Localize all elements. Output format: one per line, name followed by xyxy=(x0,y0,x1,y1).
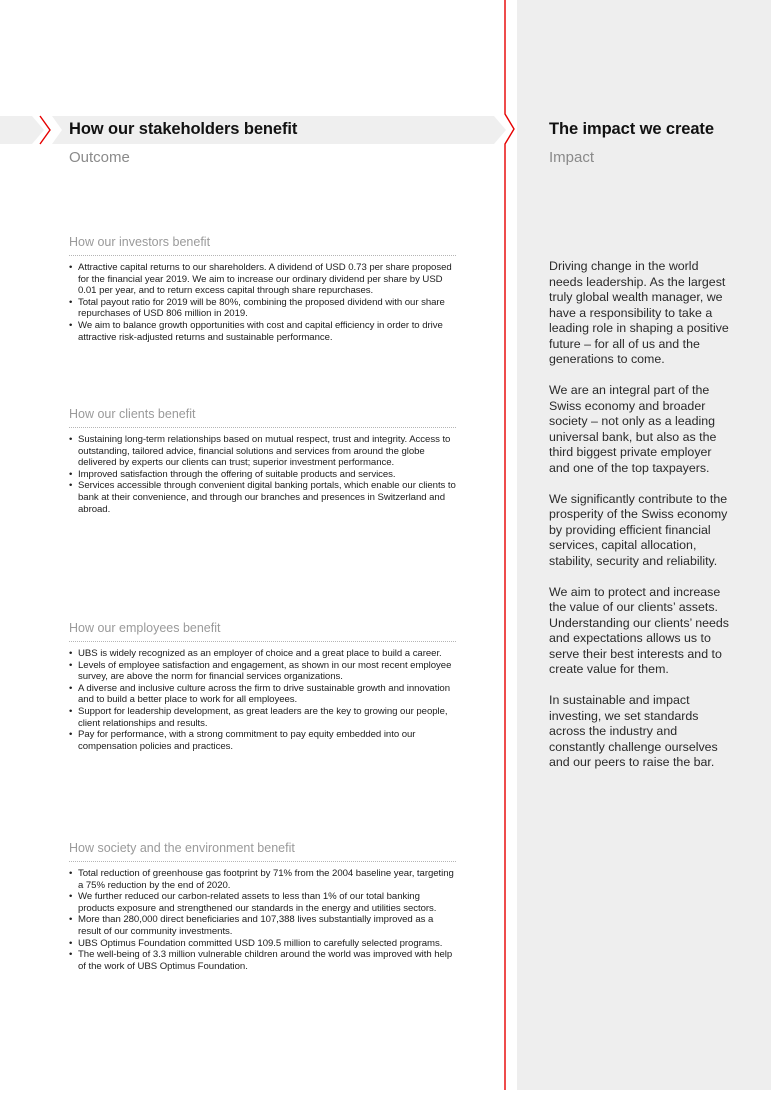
list-item xyxy=(69,434,456,469)
list-item xyxy=(69,297,456,320)
section-heading: How our employees benefit xyxy=(69,621,456,642)
list-item xyxy=(69,320,456,343)
bullet-icon: • xyxy=(69,937,73,949)
bullet-icon: • xyxy=(69,319,73,331)
section-employees xyxy=(69,621,456,752)
section-society-environment xyxy=(69,841,456,972)
chevron-right-icon xyxy=(36,114,54,146)
bullet-list xyxy=(69,434,456,515)
section-heading: How society and the environment benefit xyxy=(69,841,456,862)
list-item-text: We aim to balance growth opportunities with cost and capital efficiency in order to drive attractive risk-adjusted returns and sustainable performance. xyxy=(78,319,443,343)
list-item xyxy=(69,469,456,481)
list-item xyxy=(69,706,456,729)
list-item-text: Pay for performance, with a strong commitment to pay equity embedded into our compensation policies and practices. xyxy=(78,729,416,752)
bullet-icon: • xyxy=(69,648,73,659)
bullet-icon: • xyxy=(69,729,73,741)
left-column-title: How our stakeholders benefit xyxy=(69,120,298,138)
list-item-text: Services accessible through convenient digital banking portals, which enable our clients to bank at their convenience, and through our branches and presences in Switzerland and abroad. xyxy=(78,480,456,515)
bullet-list xyxy=(69,648,456,752)
right-column-title: The impact we create xyxy=(549,120,714,138)
bullet-icon: • xyxy=(69,434,73,445)
impact-paragraph: We significantly contribute to the prosperity of the Swiss economy by providing efficient financial services, capital allocation, stability, security and reliability. xyxy=(549,491,728,568)
section-heading: How our clients benefit xyxy=(69,407,456,428)
list-item xyxy=(69,914,456,937)
bullet-list xyxy=(69,262,456,343)
red-divider-line xyxy=(496,0,520,1090)
list-item-text: Levels of employee satisfaction and engagement, as shown in our most recent employee survey, are above the norm for financial services organizations. xyxy=(78,659,452,683)
list-item-text: UBS Optimus Foundation committed USD 109.5 million to carefully selected programs. xyxy=(78,937,443,949)
list-item xyxy=(69,949,456,972)
list-item-text: Support for leadership development, as great leaders are the key to growing our people, client relationships and results. xyxy=(78,705,448,729)
list-item-text: Attractive capital returns to our shareholders. A dividend of USD 0.73 per share proposed for the financial year 2019. We aim to increase our ordinary dividend per share by USD 0.01 per year, and to return excess capital through share repurchases. xyxy=(78,262,452,297)
section-investors xyxy=(69,235,456,343)
list-item-text: Total payout ratio for 2019 will be 80%, combining the proposed dividend with our share repurchases of USD 806 million in 2019. xyxy=(78,296,445,320)
list-item xyxy=(69,262,456,297)
impact-text-block xyxy=(549,259,734,786)
list-item-text: Total reduction of greenhouse gas footprint by 71% from the 2004 baseline year, targeting a 75% reduction by the end of 2020. xyxy=(78,868,454,891)
bullet-icon: • xyxy=(69,705,73,717)
list-item-text: A diverse and inclusive culture across the firm to drive sustainable growth and innovation and to build a better place to work for all employees. xyxy=(78,682,450,706)
bullet-icon: • xyxy=(69,868,73,879)
section-heading: How our investors benefit xyxy=(69,235,456,256)
list-item-text: More than 280,000 direct beneficiaries and 107,388 lives substantially improved as a result of our community investments. xyxy=(78,914,434,937)
impact-paragraph: In sustainable and impact investing, we set standards across the industry and constantly challenge ourselves and our peers to raise the bar. xyxy=(549,693,718,769)
left-column-subtitle: Outcome xyxy=(69,149,130,166)
bullet-icon: • xyxy=(69,949,73,961)
list-item xyxy=(69,868,456,891)
impact-paragraph: We are an integral part of the Swiss economy and broader society – not only as a leading universal bank, but also as the third biggest private employer and one of the top taxpayers. xyxy=(549,383,717,475)
bullet-icon: • xyxy=(69,682,73,694)
impact-paragraph: Driving change in the world needs leadership. As the largest truly global wealth manager, we have a responsibility to take a leading role in shaping a positive future – for all of us and the generations to come. xyxy=(549,259,729,366)
right-column-subtitle: Impact xyxy=(549,149,595,166)
bullet-icon: • xyxy=(69,891,73,903)
list-item-text: Sustaining long-term relationships based on mutual respect, trust and integrity. Access to outstanding, tailored advice, financial solutions and services from around the globe delivered by experts our clients can trust; superior investment performance. xyxy=(78,434,451,469)
list-item-text: UBS is widely recognized as an employer of choice and a great place to build a career. xyxy=(78,648,442,659)
list-item xyxy=(69,683,456,706)
list-item xyxy=(69,729,456,752)
impact-paragraph: We aim to protect and increase the value of our clients’ assets. Understanding our clients’ needs and expectations allows us to serve their best interests and to create value for them. xyxy=(549,584,730,676)
bullet-icon: • xyxy=(69,468,73,480)
bullet-icon: • xyxy=(69,296,73,308)
bullet-icon: • xyxy=(69,914,73,926)
list-item xyxy=(69,660,456,683)
bullet-icon: • xyxy=(69,659,73,671)
list-item xyxy=(69,891,456,914)
section-clients xyxy=(69,407,456,515)
list-item-text: The well-being of 3.3 million vulnerable children around the world was improved with help of the work of UBS Optimus Foundation. xyxy=(78,949,453,972)
list-item-text: Improved satisfaction through the offering of suitable products and services. xyxy=(78,468,396,480)
bullet-list xyxy=(69,868,456,972)
bullet-icon: • xyxy=(69,480,73,492)
bullet-icon: • xyxy=(69,262,73,273)
list-item xyxy=(69,480,456,515)
list-item-text: We further reduced our carbon-related assets to less than 1% of our total banking products exposure and strengthened our standards in the energy and utilities sectors. xyxy=(78,891,437,914)
list-item xyxy=(69,938,456,950)
list-item xyxy=(69,648,456,660)
